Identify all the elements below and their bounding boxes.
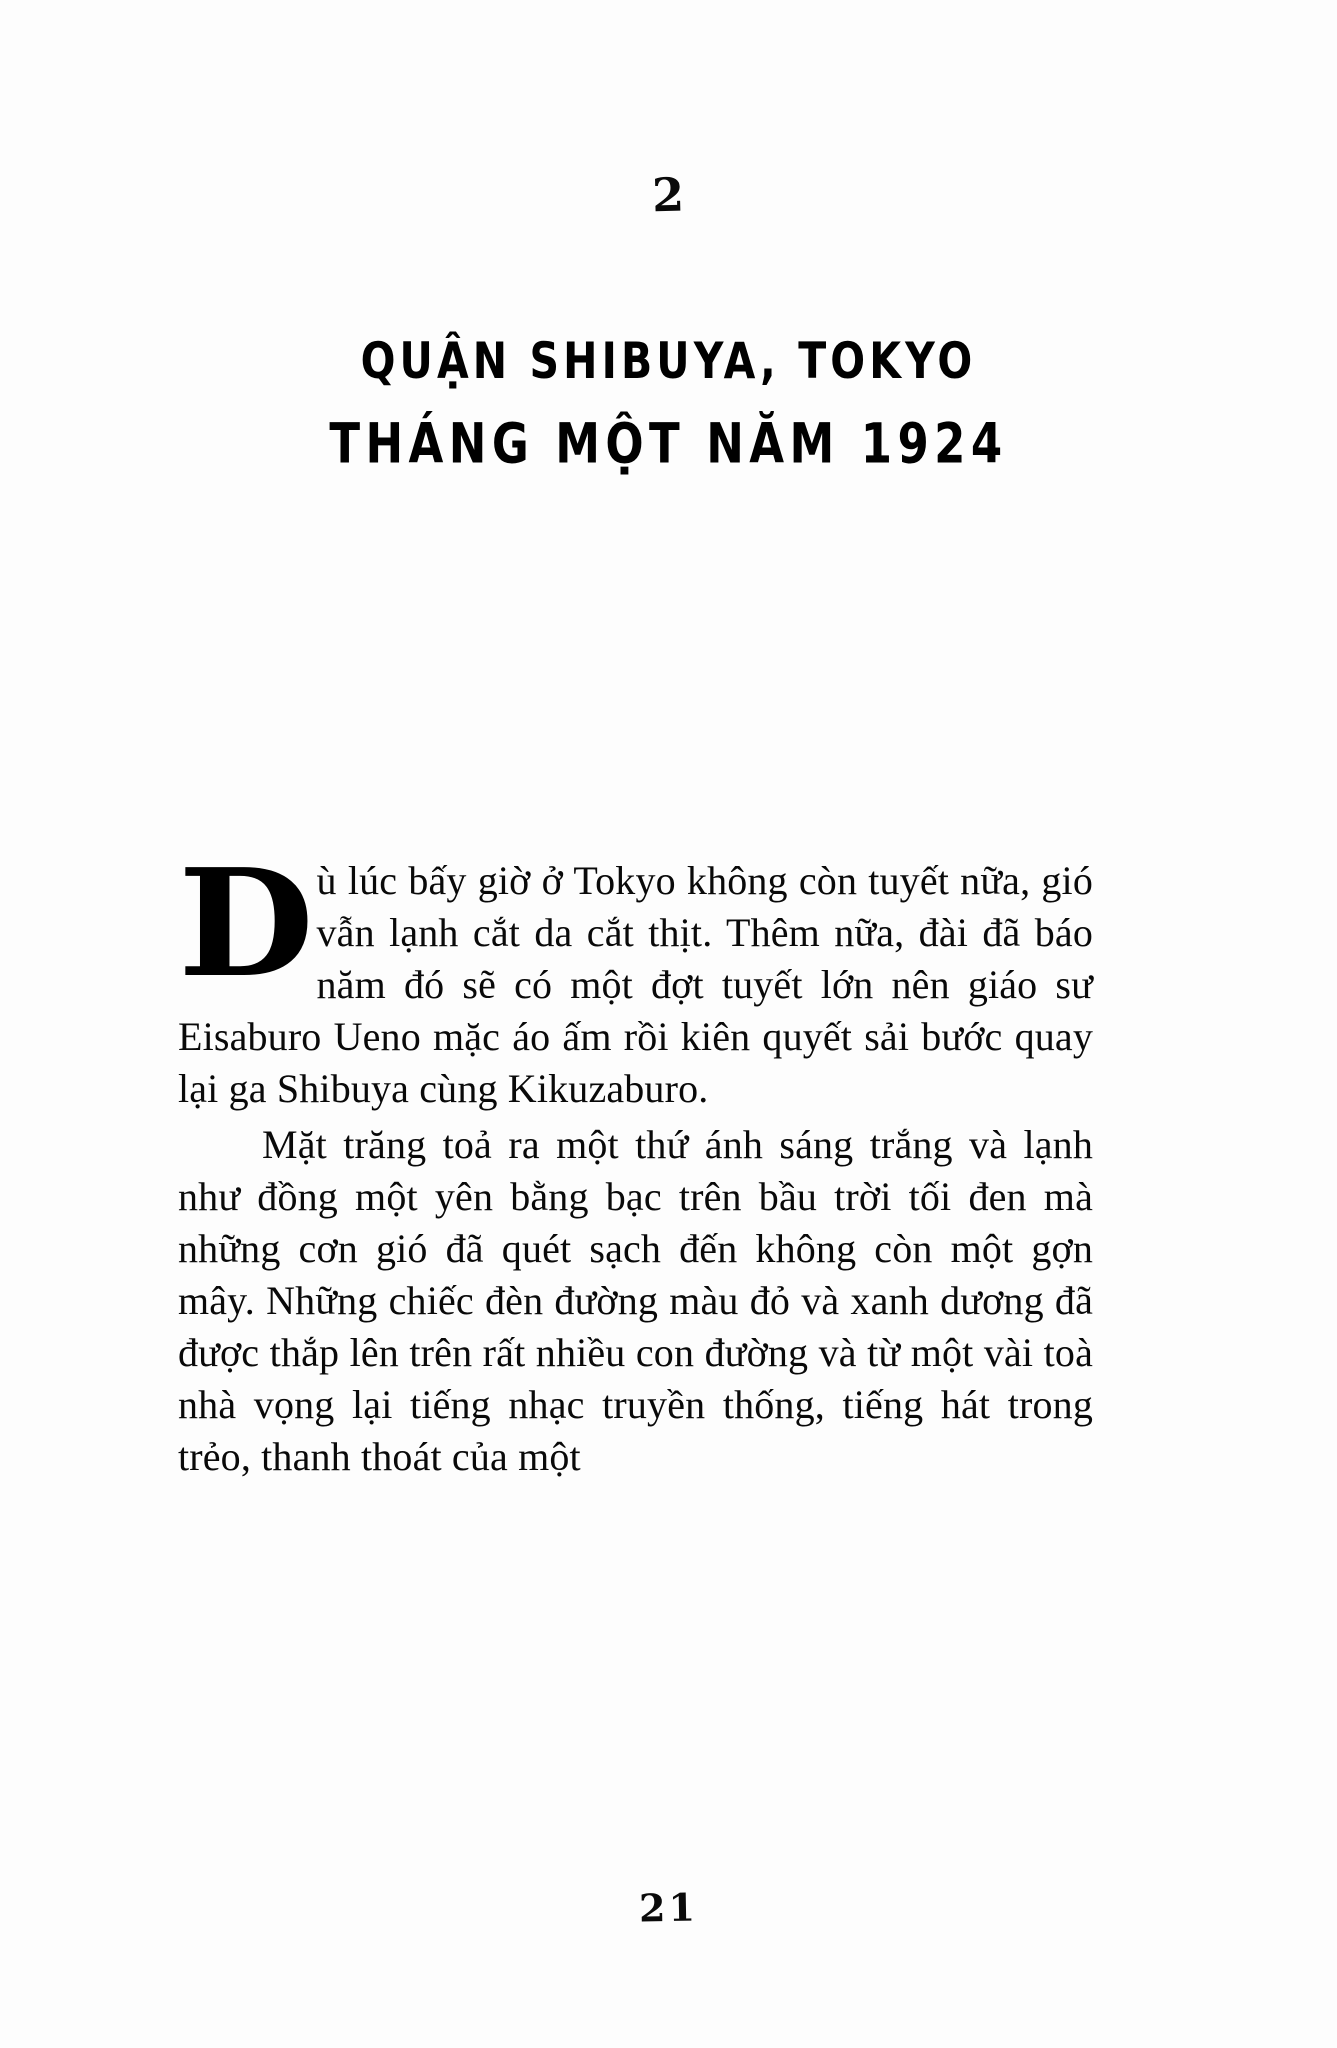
drop-cap: D [178,836,315,1010]
chapter-title [0,330,1337,479]
body-text [178,836,1093,1483]
paragraph-1 [178,836,1093,1115]
page-number: 21 [638,1884,699,1931]
chapter-title-line-2: THÁNG MỘT NĂM 1924 [329,411,1008,476]
paragraph-2: Mặt trăng toả ra một thứ ánh sáng trắng và lạnh như đồng một yên bằng bạc trên bầu trời tối đen mà những cơn gió đã quét sạch đến không còn một gợn mây. Những chiếc đèn đường màu đỏ và xanh dương đã được thắp lên trên rất nhiều con đường và từ một vài toà nhà vọng lại tiếng nhạc truyền thống, tiếng hát trong trẻo, thanh thoát của một [178,1122,1093,1479]
chapter-title-line-1: QUẬN SHIBUYA, TOKYO [360,331,977,391]
paragraph-1-text: ù lúc bấy giờ ở Tokyo không còn tuyết nữa, gió vẫn lạnh cắt da cắt thịt. Thêm nữa, đài đã báo năm đó sẽ có một đợt tuyết lớn nên giáo sư Eisaburo Ueno mặc áo ấm rồi kiên quyết sải bước quay lại ga Shibuya cùng Kikuzaburo. [178,858,1093,1111]
chapter-number: 2 [651,167,686,223]
